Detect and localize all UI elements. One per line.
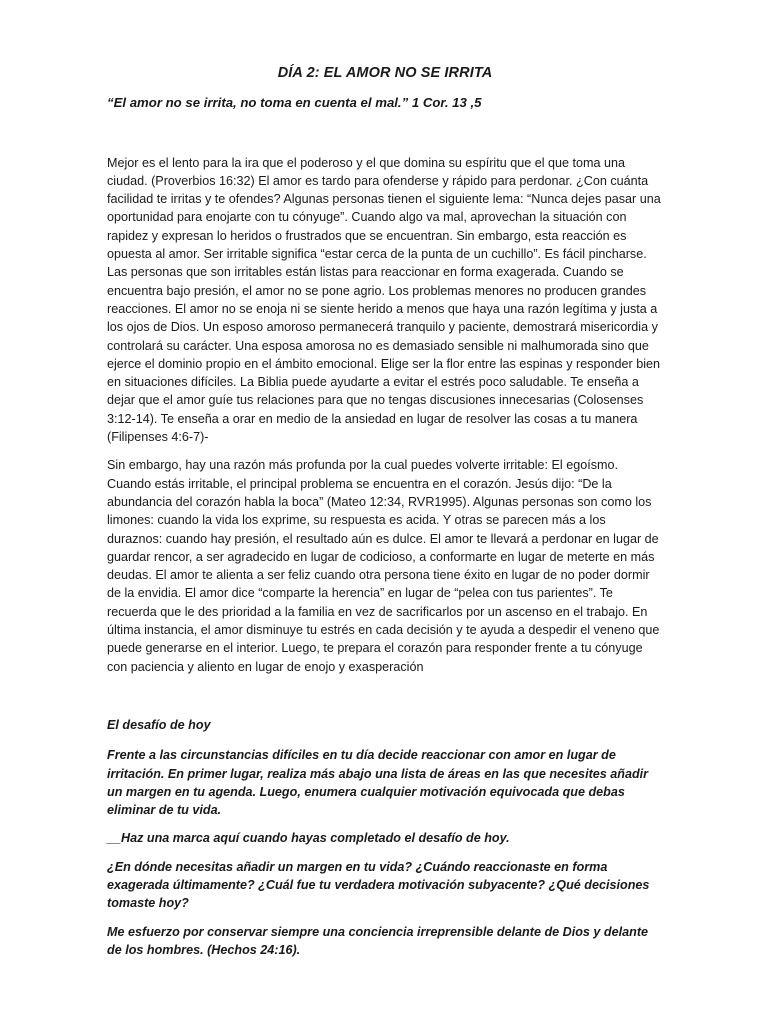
challenge-instructions: Frente a las circunstancias difíciles en tu día decide reaccionar con amor en lugar de irritación. En primer lugar, realiza más abajo una lista de áreas en las que necesites añadir un margen en tu agenda. Luego, enumera cualquier motivación equivocada que debas eliminar de tu vida. bbox=[107, 748, 649, 818]
scripture-quote: “El amor no se irrita, no toma en cuenta el mal.” 1 Cor. 13 ,5 bbox=[107, 95, 482, 111]
challenge-checkmark-line: __Haz una marca aquí cuando hayas completado el desafío de hoy. bbox=[107, 831, 510, 846]
body-paragraph-2: Sin embargo, hay una razón más profunda por la cual puedes volverte irritable: El egoísmo. Cuando estás irritable, el principal problema se encuentra en el corazón. Jesús dijo: “De la abundancia del corazón habla la boca” (Mateo 12:34, RVR1995). Algunas personas son como los limones: cuando la vida los exprime, su respuesta es acida. Y otras se parecen más a los duraznos: cuando hay presión, el resultado aún es dulce. El amor te llevará a perdonar en lugar de guardar rencor, a ser agradecido en lugar de codicioso, a conformarte en lugar de meterte en más deudas. El amor te alienta a ser feliz cuando otra persona tiene éxito en lugar de no poder dormir de la envidia. El amor dice “comparte la herencia” en lugar de “pelea con tus parientes”. Te recuerda que le des prioridad a la familia en vez de sacrificarlos por un ascenso en el trabajo. En última instancia, el amor disminuye tu estrés en cada decisión y te ayuda a despedir el veneno que puede generarse en el interior. Luego, te prepara el corazón para responder frente a tu cónyuge con paciencia y aliento en lugar de enojo y exasperación bbox=[107, 458, 660, 674]
document-page bbox=[107, 64, 663, 969]
challenge-heading: El desafío de hoy bbox=[107, 717, 211, 732]
closing-verse: Me esfuerzo por conservar siempre una conciencia irreprensible delante de Dios y delante de los hombres. (Hechos 24:16). bbox=[107, 924, 649, 957]
document-title: DÍA 2: EL AMOR NO SE IRRITA bbox=[277, 65, 493, 81]
challenge-questions: ¿En dónde necesitas añadir un margen en tu vida? ¿Cuándo reaccionaste en forma exagerada últimamente? ¿Cuál fue tu verdadera motivación subyacente? ¿Qué decisiones tomaste hoy? bbox=[107, 859, 650, 911]
body-paragraph-1: Mejor es el lento para la ira que el poderoso y el que domina su espíritu que el que toma una ciudad. (Proverbios 16:32) El amor es tardo para ofenderse y rápido para perdonar. ¿Con cuánta facilidad te irritas y te ofendes? Algunas personas tienen el siguiente lema: “Nunca dejes pasar una oportunidad para enojarte con tu cónyuge”. Cuando algo va mal, aprovechan la situación con rapidez y expresan lo heridos o frustrados que se encuentran. Sin embargo, esta reacción es opuesta al amor. Ser irritable significa “estar cerca de la punta de un cuchillo”. Es fácil pincharse. Las personas que son irritables están listas para reaccionar en forma exagerada. Cuando se encuentra bajo presión, el amor no se pone agrio. Los problemas menores no producen grandes reacciones. El amor no se enoja ni se siente herido a menos que haya una razón legítima y justa a los ojos de Dios. Un esposo amoroso permanecerá tranquilo y paciente, demostrará misericordia y controlará su carácter. Una esposa amorosa no es demasiado sensible ni malhumorada sino que ejerce el dominio propio en el ámbito emocional. Elige ser la flor entre las espinas y responder bien en situaciones difíciles. La Biblia puede ayudarte a evitar el estrés poco saludable. Te enseña a dejar que el amor guíe tus relaciones para que no tengas discusiones innecesarias (Colosenses 3:12-14). Te enseña a orar en medio de la ansiedad en lugar de resolver las cosas a tu manera (Filipenses 4:6-7)- bbox=[107, 155, 661, 445]
